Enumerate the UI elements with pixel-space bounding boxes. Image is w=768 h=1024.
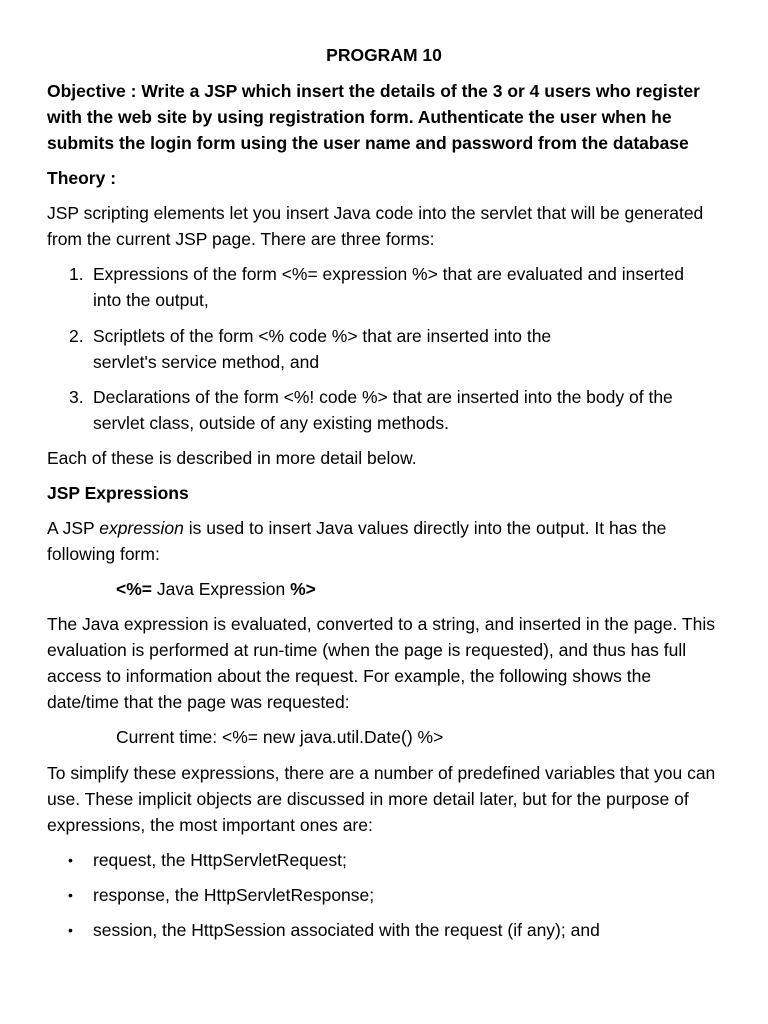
each-described-text: Each of these is described in more detail below. <box>47 448 417 468</box>
list-number: 1. <box>69 264 84 284</box>
syntax-close-tag: %> <box>290 579 316 599</box>
theory-heading: Theory : <box>47 168 117 188</box>
example-code: Current time: <%= new java.util.Date() %> <box>116 727 444 747</box>
expression-intro-post: is used to insert Java values directly into the output. It has the following form: <box>47 518 667 564</box>
list-item: Scriptlets of the form <% code %> that are inserted into the servlet's service method, and <box>93 326 552 372</box>
list-number: 2. <box>69 326 84 346</box>
list-item: request, the HttpServletRequest; <box>93 850 347 870</box>
expression-intro-paragraph <box>47 515 727 567</box>
expression-syntax <box>116 576 316 602</box>
intro-paragraph: JSP scripting elements let you insert Java code into the servlet that will be generated from the current JSP page. There are three forms: <box>47 203 704 249</box>
list-item: Expressions of the form <%= expression %> that are evaluated and inserted into the output, <box>93 264 684 310</box>
expression-intro-pre: A JSP <box>47 518 100 538</box>
list-item: response, the HttpServletResponse; <box>93 885 375 905</box>
syntax-open-tag: <%= <box>116 579 152 599</box>
bullet-icon: • <box>68 852 73 868</box>
objective-paragraph: Objective : Write a JSP which insert the details of the 3 or 4 users who register with the web site by using registration form. Authenticate the user when he submits the login form using the user name and password from the database <box>47 81 700 153</box>
syntax-body: Java Expression <box>152 579 291 599</box>
list-number: 3. <box>69 387 84 407</box>
simplify-paragraph: To simplify these expressions, there are a number of predefined variables that you can use. These implicit objects are discussed in more detail later, but for the purpose of expressions, the most important ones are: <box>47 763 716 835</box>
expression-term: expression <box>99 518 184 538</box>
bullet-icon: • <box>68 922 73 938</box>
list-item: session, the HttpSession associated with the request (if any); and <box>93 920 600 940</box>
page-title: PROGRAM 10 <box>326 45 442 65</box>
evaluation-paragraph: The Java expression is evaluated, converted to a string, and inserted in the page. This evaluation is performed at run-time (when the page is requested), and thus has full access to information about the request. For example, the following shows the date/time that the page was requested: <box>47 614 715 712</box>
jsp-expressions-heading: JSP Expressions <box>47 483 189 503</box>
bullet-icon: • <box>68 887 73 903</box>
list-item: Declarations of the form <%! code %> that are inserted into the body of the servlet class, outside of any existing methods. <box>93 387 673 433</box>
